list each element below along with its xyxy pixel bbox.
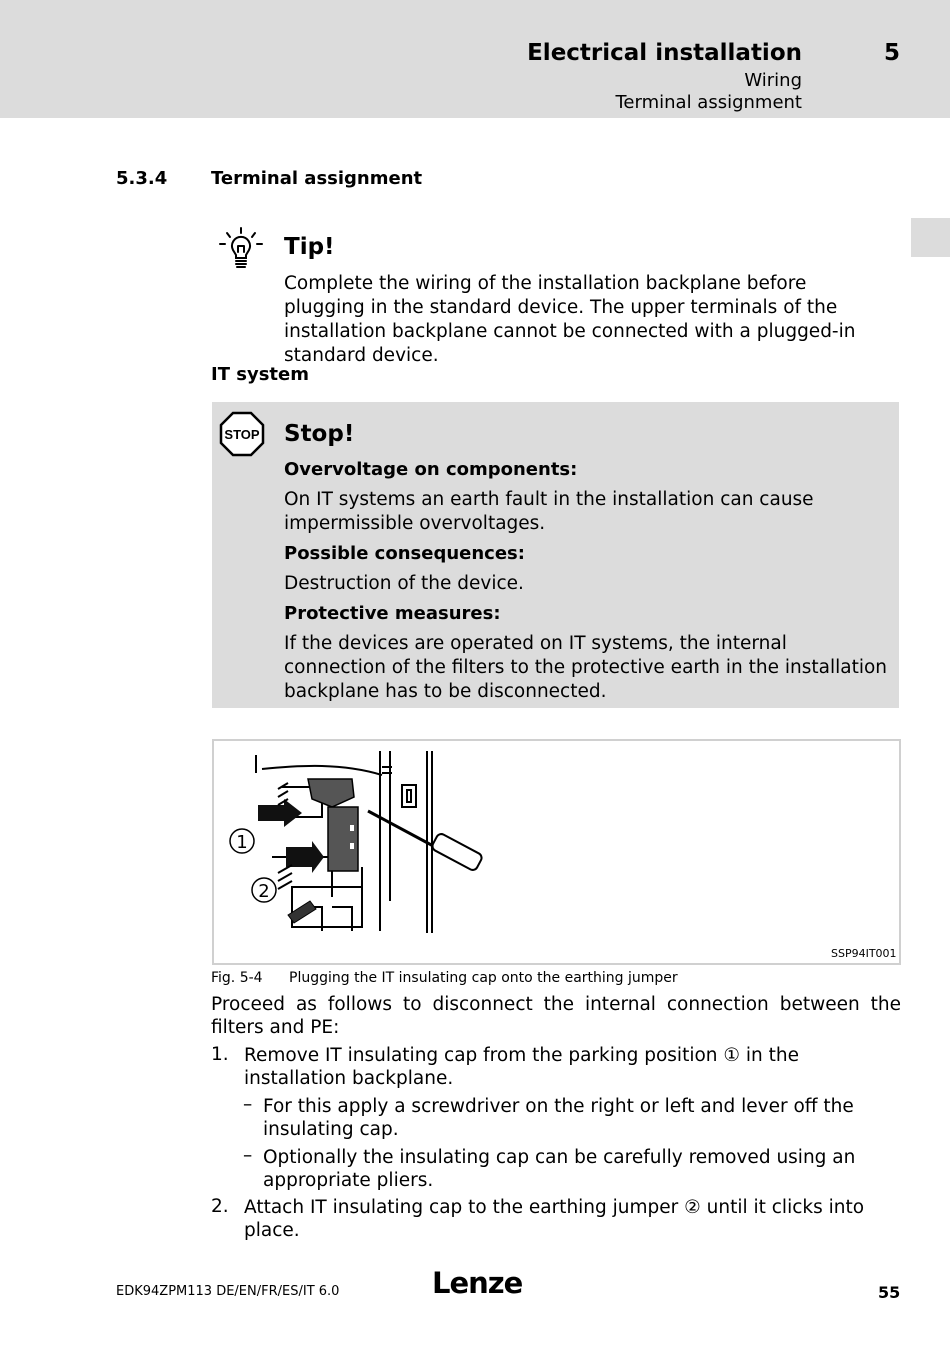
section-number: 5.3.4 bbox=[116, 168, 168, 189]
header-subtitle-terminal: Terminal assignment bbox=[615, 92, 802, 113]
measures-text: If the devices are operated on IT systems, the internal connection of the filters to the protective earth in the installation backplane has to be disconnected. bbox=[284, 633, 888, 702]
header-title: Electrical installation bbox=[527, 40, 802, 66]
step-1-number: 1. bbox=[211, 1044, 229, 1065]
chapter-number: 5 bbox=[884, 40, 901, 66]
consequences-text: Destruction of the device. bbox=[284, 573, 524, 594]
hazard-text: On IT systems an earth fault in the installation can cause impermissible overvoltages. bbox=[284, 489, 814, 534]
instructions-intro: Proceed as follows to disconnect the internal connection between the filters and PE: bbox=[211, 994, 901, 1038]
callout-2: 2 bbox=[258, 881, 270, 902]
step-1-text: Remove IT insulating cap from the parking position ① in the installation backplane. bbox=[244, 1045, 799, 1089]
figure-caption: Plugging the IT insulating cap onto the earthing jumper bbox=[289, 970, 678, 986]
sub-1-dash: – bbox=[243, 1094, 253, 1115]
hazard-label: Overvoltage on components: bbox=[284, 459, 578, 480]
sub-1-text: For this apply a screwdriver on the right or left and lever off the insulating cap. bbox=[263, 1096, 854, 1140]
lightbulb-icon bbox=[217, 226, 265, 272]
stop-heading: Stop! bbox=[284, 421, 355, 447]
step-2-text: Attach IT insulating cap to the earthing jumper ② until it clicks into place. bbox=[244, 1197, 865, 1241]
stop-sign-icon bbox=[219, 411, 265, 457]
measures-label: Protective measures: bbox=[284, 603, 501, 624]
figure-label: Fig. 5-4 bbox=[211, 970, 263, 986]
figure-code: SSP94IT001 bbox=[831, 947, 897, 960]
tip-heading: Tip! bbox=[284, 234, 335, 260]
header-band bbox=[0, 0, 950, 118]
page-number: 55 bbox=[878, 1283, 901, 1302]
chapter-tab-marker bbox=[911, 218, 950, 257]
step-2-number: 2. bbox=[211, 1196, 229, 1217]
lenze-logo: Lenze bbox=[432, 1266, 523, 1300]
section-title: Terminal assignment bbox=[211, 168, 423, 189]
consequences-label: Possible consequences: bbox=[284, 543, 525, 564]
tip-text: Complete the wiring of the installation backplane before plugging in the standard device. The upper terminals of the installation backplane cannot be connected with a plugged-in standard device. bbox=[284, 273, 856, 366]
footer-document-id: EDK94ZPM113 DE/EN/FR/ES/IT 6.0 bbox=[116, 1284, 340, 1299]
stop-sign-text: STOP bbox=[224, 427, 260, 442]
callout-1: 1 bbox=[236, 832, 248, 853]
sub-2-dash: – bbox=[243, 1145, 253, 1166]
sub-2-text: Optionally the insulating cap can be carefully removed using an appropriate pliers. bbox=[263, 1147, 856, 1191]
backplane-illustration bbox=[222, 747, 502, 943]
it-system-heading: IT system bbox=[211, 364, 309, 385]
header-subtitle-wiring: Wiring bbox=[744, 70, 802, 91]
